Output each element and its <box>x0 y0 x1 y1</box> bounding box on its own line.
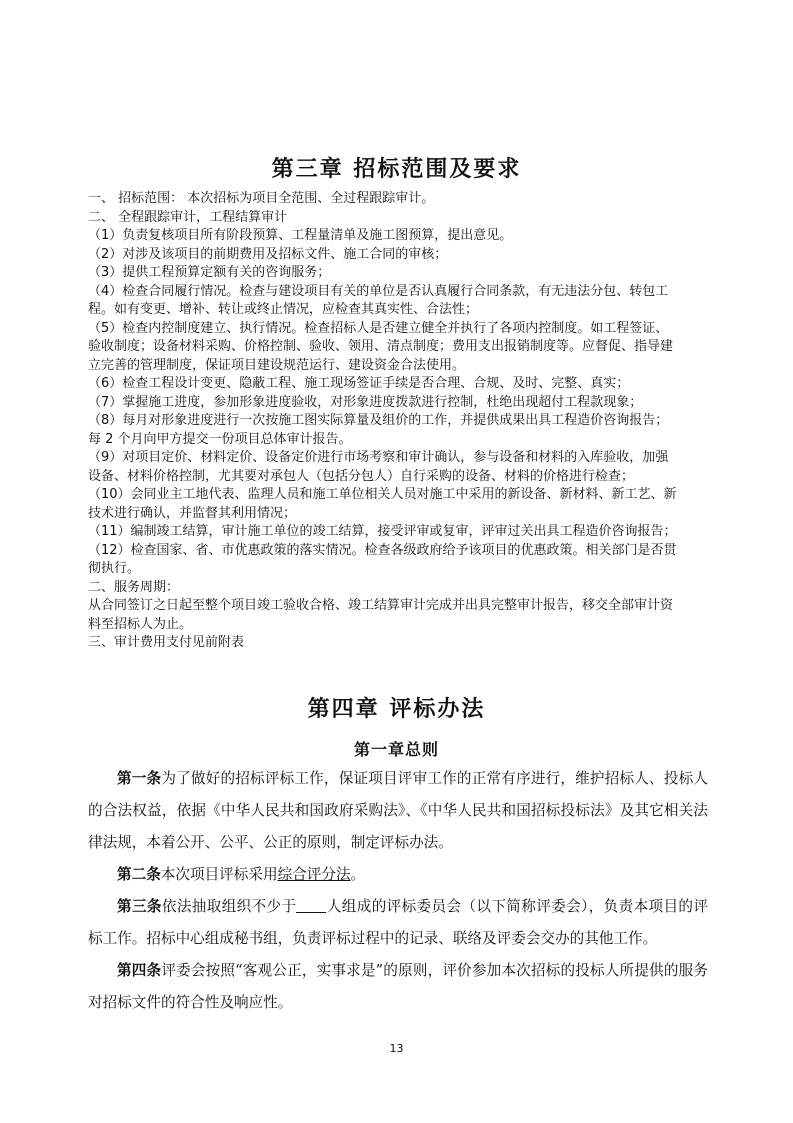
text-line: 料至招标人为止。 <box>88 616 193 632</box>
text-line: 技术进行确认，并监督其利用情况； <box>88 505 297 521</box>
text-line: 一、 招标范围： 本次招标为项目全范围、全过程跟踪审计。 <box>88 191 435 206</box>
text-line: 三、审计费用支付见前附表 <box>88 635 245 650</box>
text-line: （2）对涉及该项目的前期费用及招标文件、施工合同的审核； <box>88 246 448 262</box>
chapter-3-title: 第三章 招标范围及要求 <box>271 156 522 182</box>
evaluation-method: 综合评分法 <box>277 866 351 883</box>
text-line: （3）提供工程预算定额有关的咨询服务； <box>88 265 331 280</box>
text-line: （8）每月对形象进度进行一次按施工图实际算量及组价的工作，并提供成果出具工程造价咨询报告； <box>88 413 669 428</box>
text-line: （6）检查工程设计变更、隐蔽工程、施工现场签证手续是否合理、合规、及时、完整、真实； <box>88 376 630 391</box>
article-2-label: 第二条 <box>117 866 161 883</box>
text-line: （7）掌握施工进度，参加形象进度验收，对形象进度拨款进行控制，杜绝出现超付工程款现象； <box>88 394 643 410</box>
article-4 <box>88 955 708 1019</box>
article-2 <box>88 859 708 891</box>
chapter-3-body <box>88 190 708 653</box>
text-line: 立完善的管理制度，保证项目建设规范运行、建设资金合法使用。 <box>88 357 466 373</box>
text-line: 程。如有变更、增补、转让或终止情况，应检查其真实性、合法性； <box>88 302 479 317</box>
text-line: 每 2 个月向甲方提交一份项目总体审计报告。 <box>88 431 352 447</box>
article-3 <box>88 891 708 955</box>
text-line: 从合同签订之日起至整个项目竣工验收合格、竣工结算审计完成并出具完整审计报告，移交全部审计资 <box>88 598 674 613</box>
text-line: 验收制度；设备材料采购、价格控制、验收、领用、清点制度；费用支出报销制度等。应督促、指导建 <box>88 339 674 354</box>
article-3-text-a: 依法抽取组织不少于 <box>161 898 297 915</box>
page-number: 13 <box>389 1042 404 1055</box>
article-1-label: 第一条 <box>117 770 162 787</box>
blank-underline <box>296 898 326 913</box>
text-line: 二、 全程跟踪审计，工程结算审计 <box>88 209 288 225</box>
section-title: 第一章总则 <box>353 740 439 759</box>
text-line: （11）编制竣工结算，审计施工单位的竣工结算，接受评审或复审，评审过关出具工程造价咨询报告； <box>88 524 677 539</box>
text-line: （10）会同业主工地代表、监理人员和施工单位相关人员对施工中采用的新设备、新材料、新工艺、新 <box>88 487 677 502</box>
text-line: （5）检查内控制度建立、执行情况。检查招标人是否建立健全并执行了各项内控制度。如工程签证、 <box>88 320 669 336</box>
chapter-4-body <box>88 763 708 1019</box>
article-4-label: 第四条 <box>117 962 162 979</box>
text-line: 彻执行。 <box>88 561 141 576</box>
text-line: 设备、材料价格控制，尤其要对承包人（包括分包人）自行采购的设备、材料的价格进行检查； <box>88 468 635 484</box>
article-2-text: 本次项目评标采用 <box>160 866 278 883</box>
text-line: （1）负责复核项目所有阶段预算、工程量清单及施工图预算，提出意见。 <box>88 228 513 243</box>
article-1-text: 为了做好的招标评标工作，保证项目评审工作的正常有序进行，维护招标人、投标人的合法权益，依据《中华人民共和国政府采购法》、《中华人民共和国招标投标法》及其它相关法律法规，本着公开、公平、公正的原则，制定评标办法。 <box>88 770 708 851</box>
chapter-4-title: 第四章 评标办法 <box>307 696 486 722</box>
article-3-text-b: 人组成的评标委员会（以下简称评委会），负责本项目的评标工作。招标中心组成秘书组，负责评标过程中的记录、联络及评委会交办的其他工作。 <box>88 898 708 947</box>
article-2-end: 。 <box>350 866 366 883</box>
text-line: （12）检查国家、省、市优惠政策的落实情况。检查各级政府给予该项目的优惠政策。相关部门是否贯 <box>88 542 677 558</box>
text-line: （9）对项目定价、材料定价、设备定价进行市场考察和审计确认，参与设备和材料的入库验收，加强 <box>88 450 669 465</box>
text-line: 二、服务周期： <box>88 579 180 595</box>
article-4-text: 评委会按照“客观公正，实事求是”的原则，评价参加本次招标的投标人所提供的服务对招标文件的符合性及响应性。 <box>88 962 708 1011</box>
article-3-label: 第三条 <box>117 898 162 915</box>
text-line: （4）检查合同履行情况。检查与建设项目有关的单位是否认真履行合同条款，有无违法分包、转包工 <box>88 283 669 299</box>
article-1 <box>88 763 708 859</box>
